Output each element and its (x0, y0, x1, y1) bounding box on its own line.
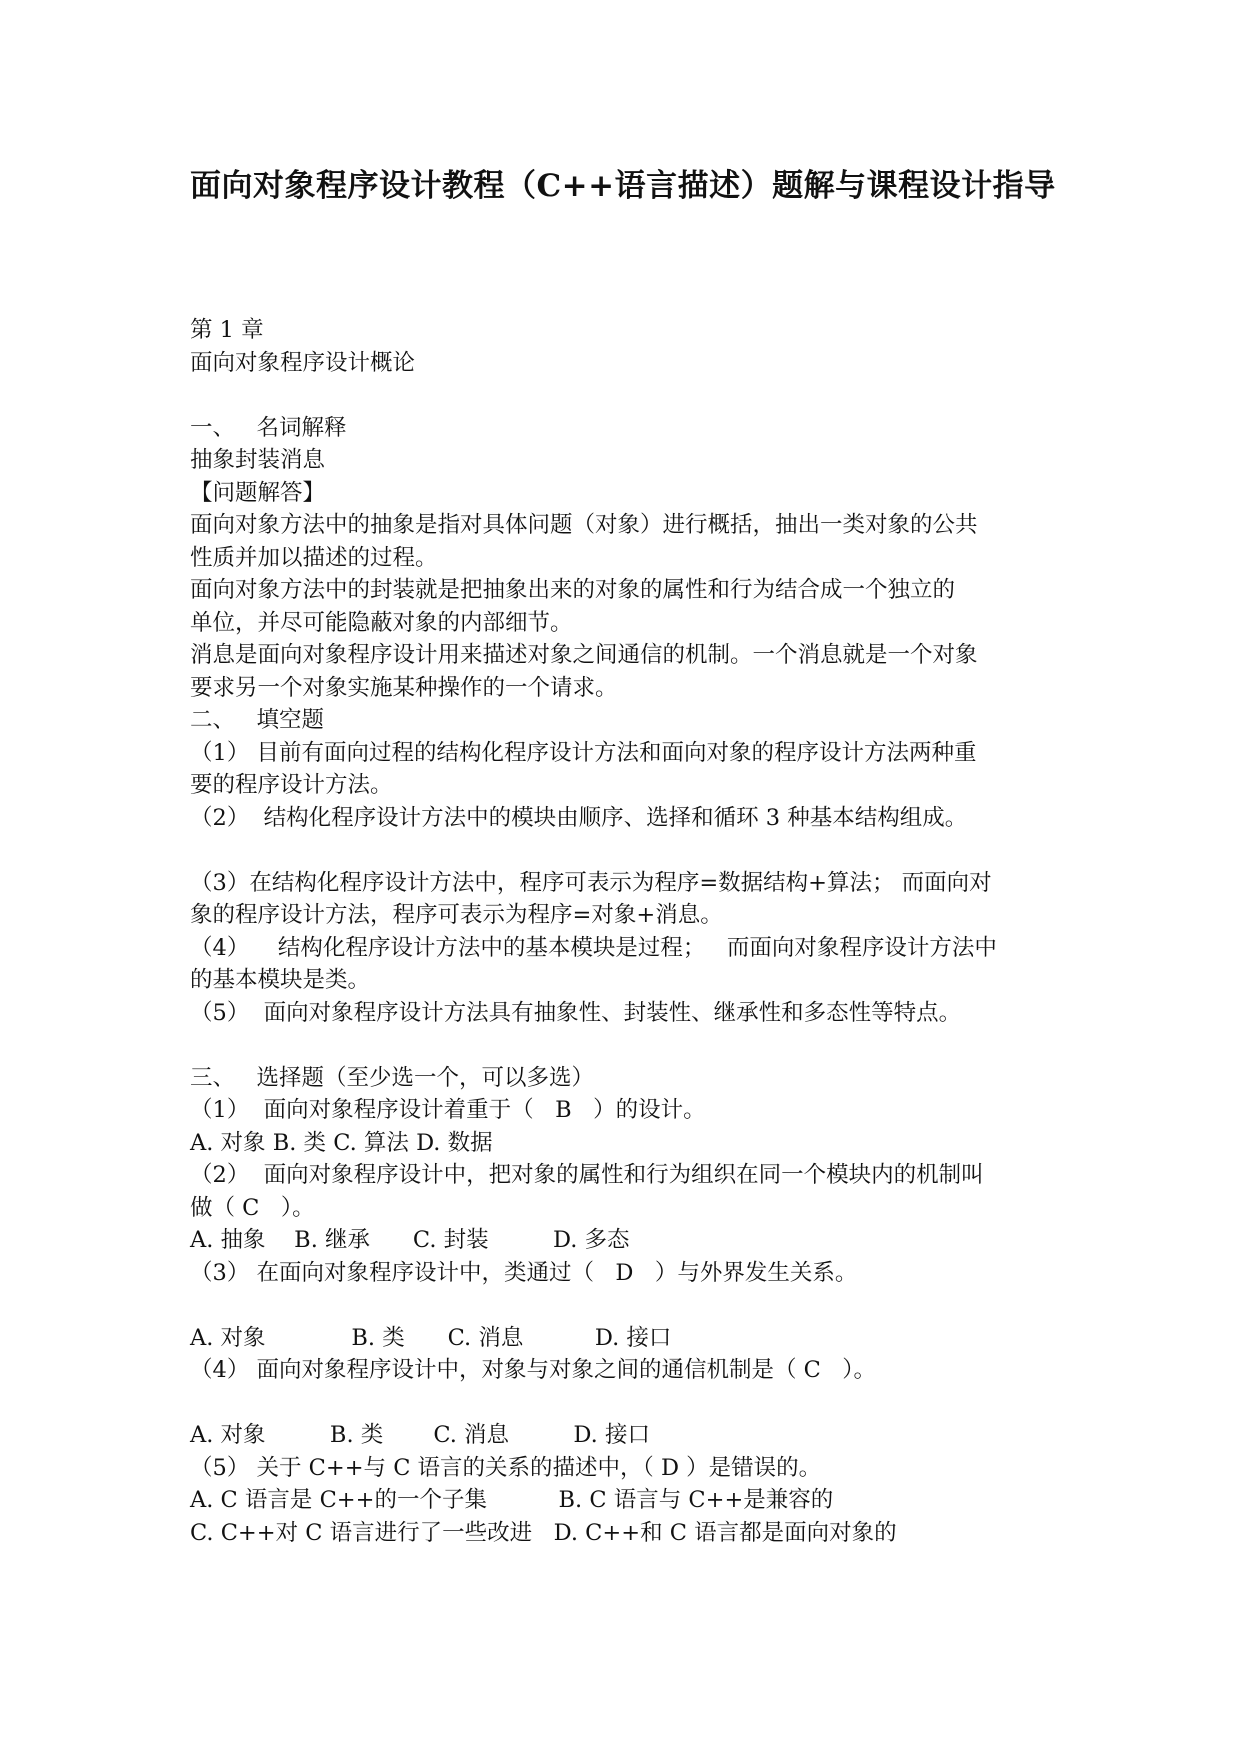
blank-line (190, 379, 1070, 412)
blank-line (190, 1289, 1070, 1322)
text-line: A. C 语言是 C++的一个子集 B. C 语言与 C++是兼容的 (190, 1487, 834, 1513)
text-line: 面向对象方法中的抽象是指对具体问题（对象）进行概括，抽出一类对象的公共 (190, 512, 978, 538)
text-line: 消息是面向对象程序设计用来描述对象之间通信的机制。一个消息就是一个对象 (190, 642, 978, 668)
text-line: （3） 在面向对象程序设计中，类通过（ D ）与外界发生关系。 (190, 1259, 858, 1286)
document-title: 面向对象程序设计教程（C++语言描述）题解与课程设计指导 (190, 168, 1056, 204)
text-line: （4） 面向对象程序设计中，对象与对象之间的通信机制是（ C ）。 (190, 1357, 877, 1383)
text-line: A. 对象 B. 类 C. 算法 D. 数据 (190, 1129, 493, 1156)
text-line: A. 对象 B. 类 C. 消息 D. 接口 (190, 1422, 650, 1448)
text-line: A. 抽象 B. 继承 C. 封装 D. 多态 (190, 1227, 630, 1253)
blank-line (190, 834, 1070, 867)
text-line: 做（ C ）。 (190, 1194, 315, 1221)
text-line: 抽象封装消息 (190, 447, 326, 473)
text-line: （2） 结构化程序设计方法中的模块由顺序、选择和循环 3 种基本结构组成。 (190, 804, 968, 831)
text-line: 二、 填空题 (190, 707, 324, 733)
text-line: 面向对象程序设计概论 (190, 349, 416, 376)
text-line: 要求另一个对象实施某种操作的一个请求。 (190, 674, 618, 701)
text-line: 单位，并尽可能隐蔽对象的内部细节。 (190, 609, 573, 636)
text-line: 三、 选择题（至少选一个，可以多选） (190, 1064, 594, 1091)
text-line: 的基本模块是类。 (190, 967, 371, 993)
text-line: （5） 关于 C++与 C 语言的关系的描述中，（ D ）是错误的。 (190, 1454, 822, 1481)
blank-line (190, 1029, 1070, 1062)
text-line: 性质并加以描述的过程。 (190, 544, 438, 571)
blank-line (190, 1387, 1070, 1420)
text-line: （4） 结构化程序设计方法中的基本模块是过程； 而面向对象程序设计方法中 (190, 934, 997, 961)
text-line: C. C++对 C 语言进行了一些改进 D. C++和 C 语言都是面向对象的 (190, 1519, 897, 1546)
text-line: （1） 面向对象程序设计着重于（ B ）的设计。 (190, 1097, 706, 1123)
text-line: （2） 面向对象程序设计中，把对象的属性和行为组织在同一个模块内的机制叫 (190, 1162, 984, 1188)
text-line: 要的程序设计方法。 (190, 772, 393, 798)
text-line: 面向对象方法中的封装就是把抽象出来的对象的属性和行为结合成一个独立的 (190, 577, 956, 603)
text-line: （1） 目前有面向过程的结构化程序设计方法和面向对象的程序设计方法两种重 (190, 739, 977, 766)
text-line: （3）在结构化程序设计方法中，程序可表示为程序=数据结构+算法； 而面向对 (190, 869, 992, 896)
text-line: 第 1 章 (190, 317, 264, 343)
text-line: A. 对象 B. 类 C. 消息 D. 接口 (190, 1324, 672, 1351)
document-body (190, 314, 1070, 1549)
text-line: 象的程序设计方法，程序可表示为程序=对象+消息。 (190, 902, 723, 928)
text-line: （5） 面向对象程序设计方法具有抽象性、封装性、继承性和多态性等特点。 (190, 999, 962, 1026)
text-line: 【问题解答】 (190, 479, 326, 506)
text-line: 一、 名词解释 (190, 414, 347, 441)
